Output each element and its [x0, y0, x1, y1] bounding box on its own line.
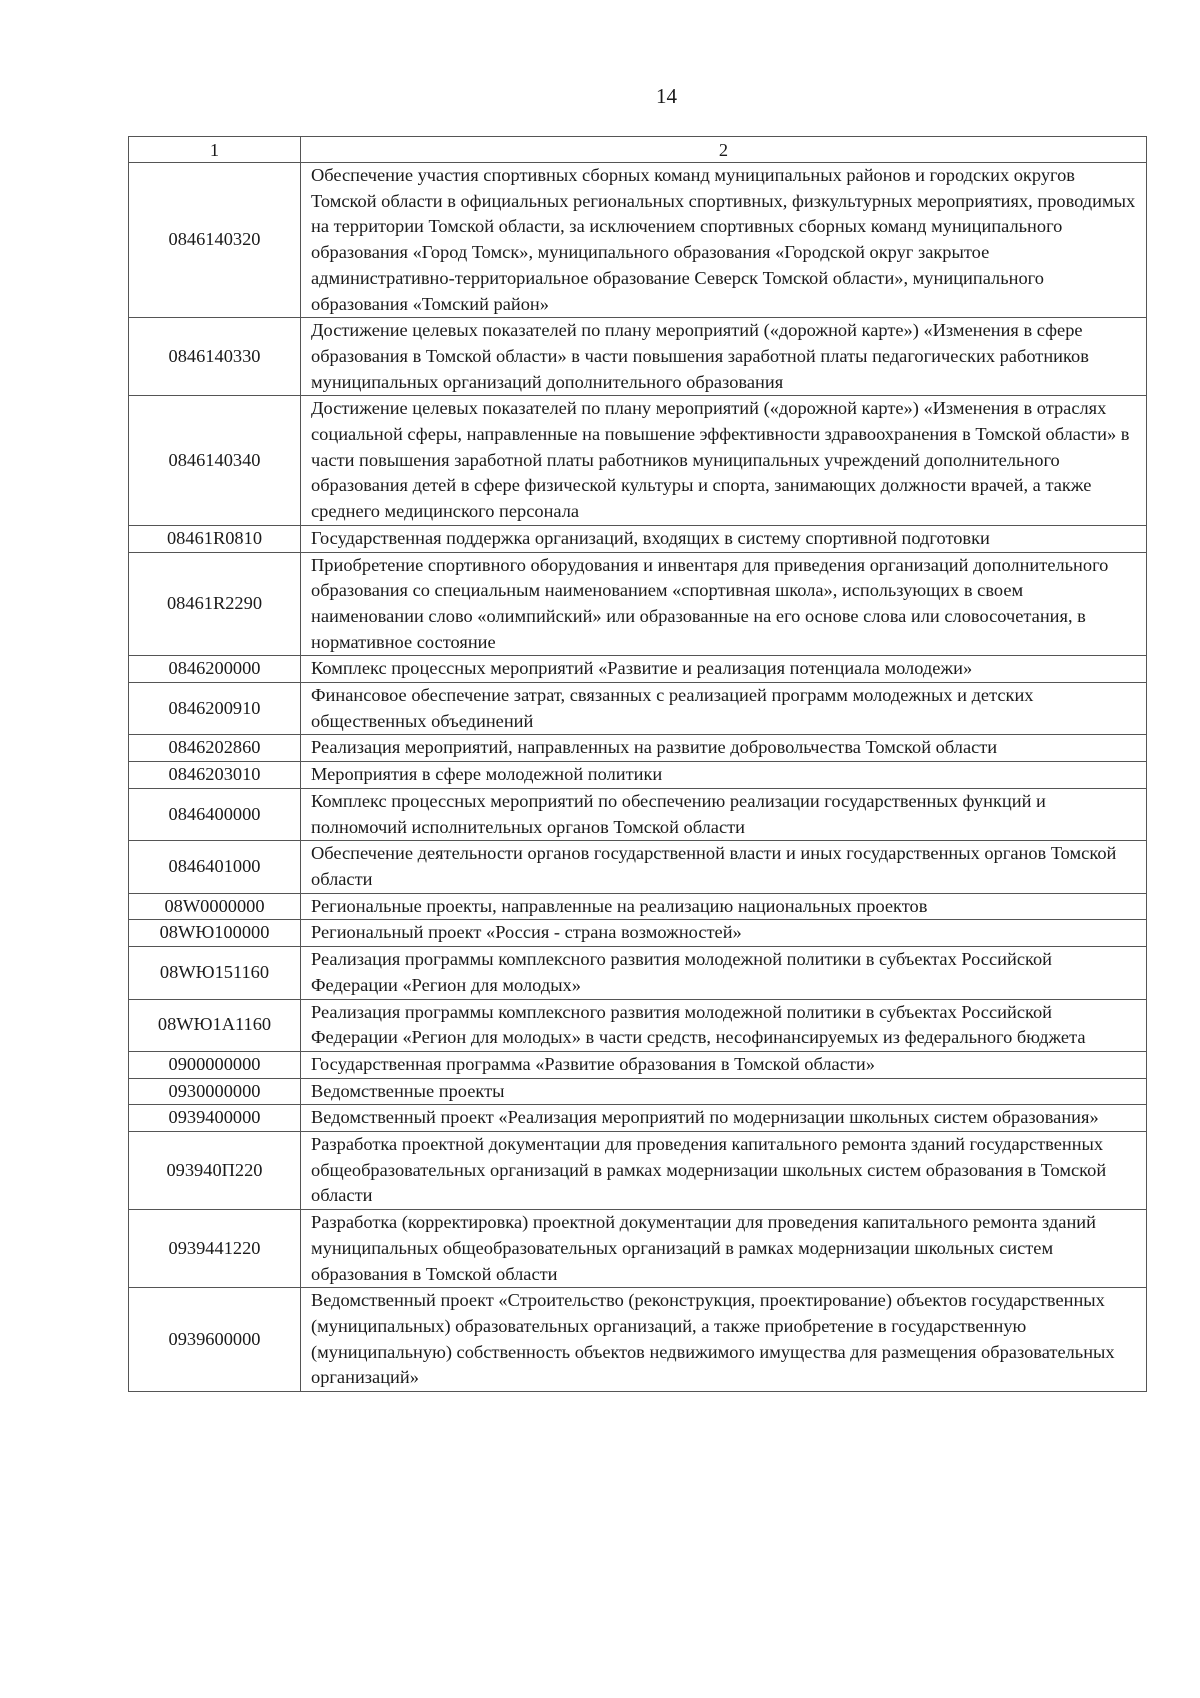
table-row [129, 1105, 1147, 1132]
table-row [129, 788, 1147, 840]
table-row [129, 841, 1147, 893]
table-row [129, 525, 1147, 552]
description-cell: Ведомственный проект «Реализация мероприятий по модернизации школьных систем образования» [301, 1105, 1147, 1132]
code-cell: 08W0000000 [129, 893, 301, 920]
table-row [129, 893, 1147, 920]
budget-code-table [128, 136, 1147, 1392]
description-cell: Государственная поддержка организаций, входящих в систему спортивной подготовки [301, 525, 1147, 552]
table-header-row [129, 137, 1147, 163]
page-number: 14 [656, 84, 677, 108]
description-cell: Региональные проекты, направленные на реализацию национальных проектов [301, 893, 1147, 920]
table-row [129, 552, 1147, 656]
code-cell: 0846203010 [129, 762, 301, 789]
code-cell: 08461R0810 [129, 525, 301, 552]
code-cell: 0930000000 [129, 1078, 301, 1105]
code-cell: 0846400000 [129, 788, 301, 840]
description-cell: Обеспечение деятельности органов государственной власти и иных государственных органов Томской области [301, 841, 1147, 893]
description-cell: Ведомственный проект «Строительство (реконструкция, проектирование) объектов государственных (муниципальных) образовательных организаций, а также приобретение в государственную (муниципальную) собственность объектов недвижимого имущества для размещения образовательных организаций» [301, 1288, 1147, 1392]
code-cell: 0846140320 [129, 163, 301, 318]
code-cell: 0846140330 [129, 318, 301, 396]
code-cell: 0846200000 [129, 656, 301, 683]
table-body [129, 163, 1147, 1392]
table-row [129, 683, 1147, 735]
table-row [129, 735, 1147, 762]
description-cell: Финансовое обеспечение затрат, связанных с реализацией программ молодежных и детских общественных объединений [301, 683, 1147, 735]
table-row [129, 1288, 1147, 1392]
code-cell: 0846401000 [129, 841, 301, 893]
description-cell: Достижение целевых показателей по плану мероприятий («дорожной карте») «Изменения в отраслях социальной сферы, направленные на повышение эффективности здравоохранения в Томской области» в части повышения заработной платы работников муниципальных учреждений дополнительного образования детей в сфере физической культуры и спорта, занимающих должности врачей, а также среднего медицинского персонала [301, 396, 1147, 526]
description-cell: Реализация программы комплексного развития молодежной политики в субъектах Российской Федерации «Регион для молодых» в части средств, несофинансируемых из федерального бюджета [301, 999, 1147, 1051]
description-cell: Государственная программа «Развитие образования в Томской области» [301, 1051, 1147, 1078]
table-row [129, 656, 1147, 683]
code-cell: 0939600000 [129, 1288, 301, 1392]
code-cell: 0846202860 [129, 735, 301, 762]
code-cell: 0846140340 [129, 396, 301, 526]
table-row [129, 318, 1147, 396]
table-row [129, 999, 1147, 1051]
table-row [129, 1051, 1147, 1078]
code-cell: 08WЮ151160 [129, 947, 301, 999]
table-row [129, 163, 1147, 318]
description-cell: Обеспечение участия спортивных сборных команд муниципальных районов и городских округов Томской области в официальных региональных спортивных, физкультурных мероприятиях, проводимых на территории Томской области, за исключением спортивных сборных команд муниципального образования «Город Томск», муниципального образования «Городской округ закрытое административно-территориальное образование Северск Томской области», муниципального образования «Томский район» [301, 163, 1147, 318]
table-row [129, 947, 1147, 999]
description-cell: Реализация мероприятий, направленных на развитие добровольчества Томской области [301, 735, 1147, 762]
table-row [129, 396, 1147, 526]
code-cell: 0900000000 [129, 1051, 301, 1078]
code-cell: 08WЮ1A1160 [129, 999, 301, 1051]
description-cell: Региональный проект «Россия - страна возможностей» [301, 920, 1147, 947]
table-row [129, 1078, 1147, 1105]
code-cell: 093940П220 [129, 1132, 301, 1210]
table-row [129, 1210, 1147, 1288]
description-cell: Мероприятия в сфере молодежной политики [301, 762, 1147, 789]
description-cell: Приобретение спортивного оборудования и инвентаря для приведения организаций дополнительного образования со специальным наименованием «спортивная школа», использующих в своем наименовании слово «олимпийский» или образованные на его основе слова или словосочетания, в нормативное состояние [301, 552, 1147, 656]
code-cell: 08461R2290 [129, 552, 301, 656]
column-header-description: 2 [301, 137, 1147, 163]
code-cell: 0939441220 [129, 1210, 301, 1288]
description-cell: Реализация программы комплексного развития молодежной политики в субъектах Российской Федерации «Регион для молодых» [301, 947, 1147, 999]
table-row [129, 1132, 1147, 1210]
code-cell: 0846200910 [129, 683, 301, 735]
description-cell: Разработка (корректировка) проектной документации для проведения капитального ремонта зданий муниципальных общеобразовательных организаций в рамках модернизации школьных систем образования в Томской области [301, 1210, 1147, 1288]
code-cell: 0939400000 [129, 1105, 301, 1132]
description-cell: Достижение целевых показателей по плану мероприятий («дорожной карте») «Изменения в сфере образования в Томской области» в части повышения заработной платы педагогических работников муниципальных организаций дополнительного образования [301, 318, 1147, 396]
code-cell: 08WЮ100000 [129, 920, 301, 947]
description-cell: Комплекс процессных мероприятий «Развитие и реализация потенциала молодежи» [301, 656, 1147, 683]
description-cell: Комплекс процессных мероприятий по обеспечению реализации государственных функций и полномочий исполнительных органов Томской области [301, 788, 1147, 840]
table-row [129, 762, 1147, 789]
column-header-code: 1 [129, 137, 301, 163]
description-cell: Разработка проектной документации для проведения капитального ремонта зданий государственных общеобразовательных организаций в рамках модернизации школьных систем образования в Томской области [301, 1132, 1147, 1210]
table-row [129, 920, 1147, 947]
description-cell: Ведомственные проекты [301, 1078, 1147, 1105]
